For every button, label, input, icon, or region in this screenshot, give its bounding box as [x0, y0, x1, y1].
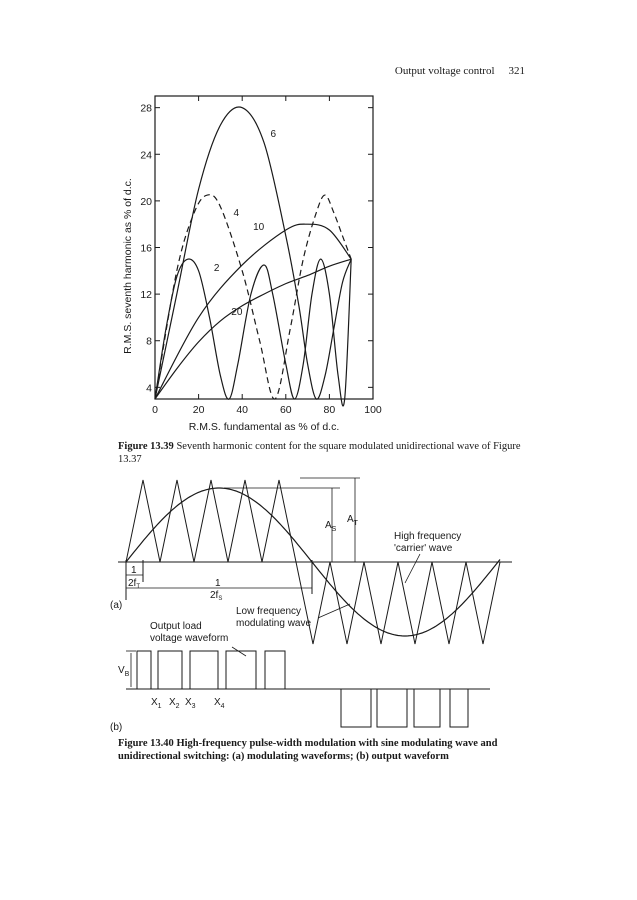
x-axis-title: R.M.S. fundamental as % of d.c.	[188, 421, 340, 433]
x3-label: $X_3$	[185, 697, 196, 710]
period-t-den: $2f_T$	[128, 578, 141, 590]
curve-label-6: 6	[270, 128, 277, 140]
y-axis-title: R.M.S. seventh harmonic as % of d.c.	[122, 178, 134, 354]
x-tick-label: 40	[236, 404, 249, 416]
carrier-label-2: 'carrier' wave	[394, 543, 453, 554]
output-label-2: voltage waveform	[150, 633, 229, 644]
pwm-labels-b	[110, 665, 225, 733]
pulse-3	[190, 651, 218, 689]
pwm-labels-a	[110, 514, 461, 644]
figure-13-40-caption	[118, 738, 528, 763]
y-tick-label: 28	[140, 102, 152, 115]
period-s-num: 1	[215, 578, 221, 589]
chart-series	[155, 107, 351, 406]
carrier-leader	[405, 554, 420, 583]
at-label: $A_T$	[347, 514, 358, 527]
neg-pulse-1	[341, 689, 371, 727]
pwm-output-waveform	[126, 651, 490, 727]
figure-13-39-caption	[118, 441, 528, 466]
x-tick-label: 80	[323, 404, 336, 416]
figure-13-40-text-1: High-frequency pulse-width modulation with sine modulating wave and	[176, 738, 498, 749]
y-tick-label: 8	[146, 335, 152, 348]
period-t-num: 1	[131, 565, 137, 576]
y-tick-label: 12	[140, 289, 152, 302]
curve-label-10: 10	[253, 222, 265, 234]
carrier-label-1: High frequency	[394, 531, 462, 542]
part-b-label: (b)	[110, 722, 123, 733]
pulse-2	[158, 651, 182, 689]
output-label-1: Output load	[150, 621, 202, 632]
modulating-label-1: Low frequency	[236, 606, 302, 617]
page-number: 321	[508, 65, 525, 77]
neg-pulse-3	[414, 689, 440, 727]
x2-label: $X_2$	[169, 697, 180, 710]
modulating-label-2: modulating wave	[236, 618, 312, 629]
y-tick-label: 16	[140, 242, 152, 255]
series-line-6	[155, 107, 351, 399]
curve-label-2: 2	[213, 262, 220, 274]
x-tick-label: 0	[152, 404, 158, 416]
modulating-leader	[318, 604, 350, 618]
figure-13-39-text: Seventh harmonic content for the square modulated unidirectional wave of Figure 13.37	[118, 441, 521, 465]
y-tick-label: 4	[146, 382, 152, 395]
pulse-1	[137, 651, 151, 689]
running-head-title: Output voltage control	[394, 65, 495, 77]
y-tick-label: 20	[140, 195, 152, 208]
x4-label: $X_4$	[214, 697, 225, 710]
pulse-4	[226, 651, 256, 689]
chart-ticks	[140, 96, 382, 416]
figure-13-40-text-2: unidirectional switching: (a) modulating waveforms; (b) output waveform	[118, 750, 449, 762]
series-line-20	[155, 259, 351, 399]
neg-pulse-4	[450, 689, 468, 727]
series-line-2	[155, 259, 351, 406]
pulse-5	[265, 651, 285, 689]
chart-curve-labels	[214, 129, 277, 318]
figure-13-39-number: Figure 13.39	[118, 441, 174, 452]
curve-label-20: 20	[231, 307, 243, 319]
x-tick-label: 20	[192, 404, 205, 416]
vb-label: $V_B$	[118, 665, 130, 678]
curve-label-4: 4	[233, 208, 240, 220]
as-label: $A_S$	[325, 520, 337, 533]
neg-pulse-2	[377, 689, 407, 727]
part-a-label: (a)	[110, 600, 123, 611]
x-tick-label: 100	[364, 404, 382, 416]
figure-13-40-number: Figure 13.40	[118, 738, 174, 749]
y-tick-label: 24	[140, 149, 152, 162]
harmonic-chart	[122, 96, 382, 433]
x1-label: $X_1$	[151, 697, 162, 710]
period-s-den: $2f_S$	[210, 590, 223, 602]
x-tick-label: 60	[279, 404, 292, 416]
